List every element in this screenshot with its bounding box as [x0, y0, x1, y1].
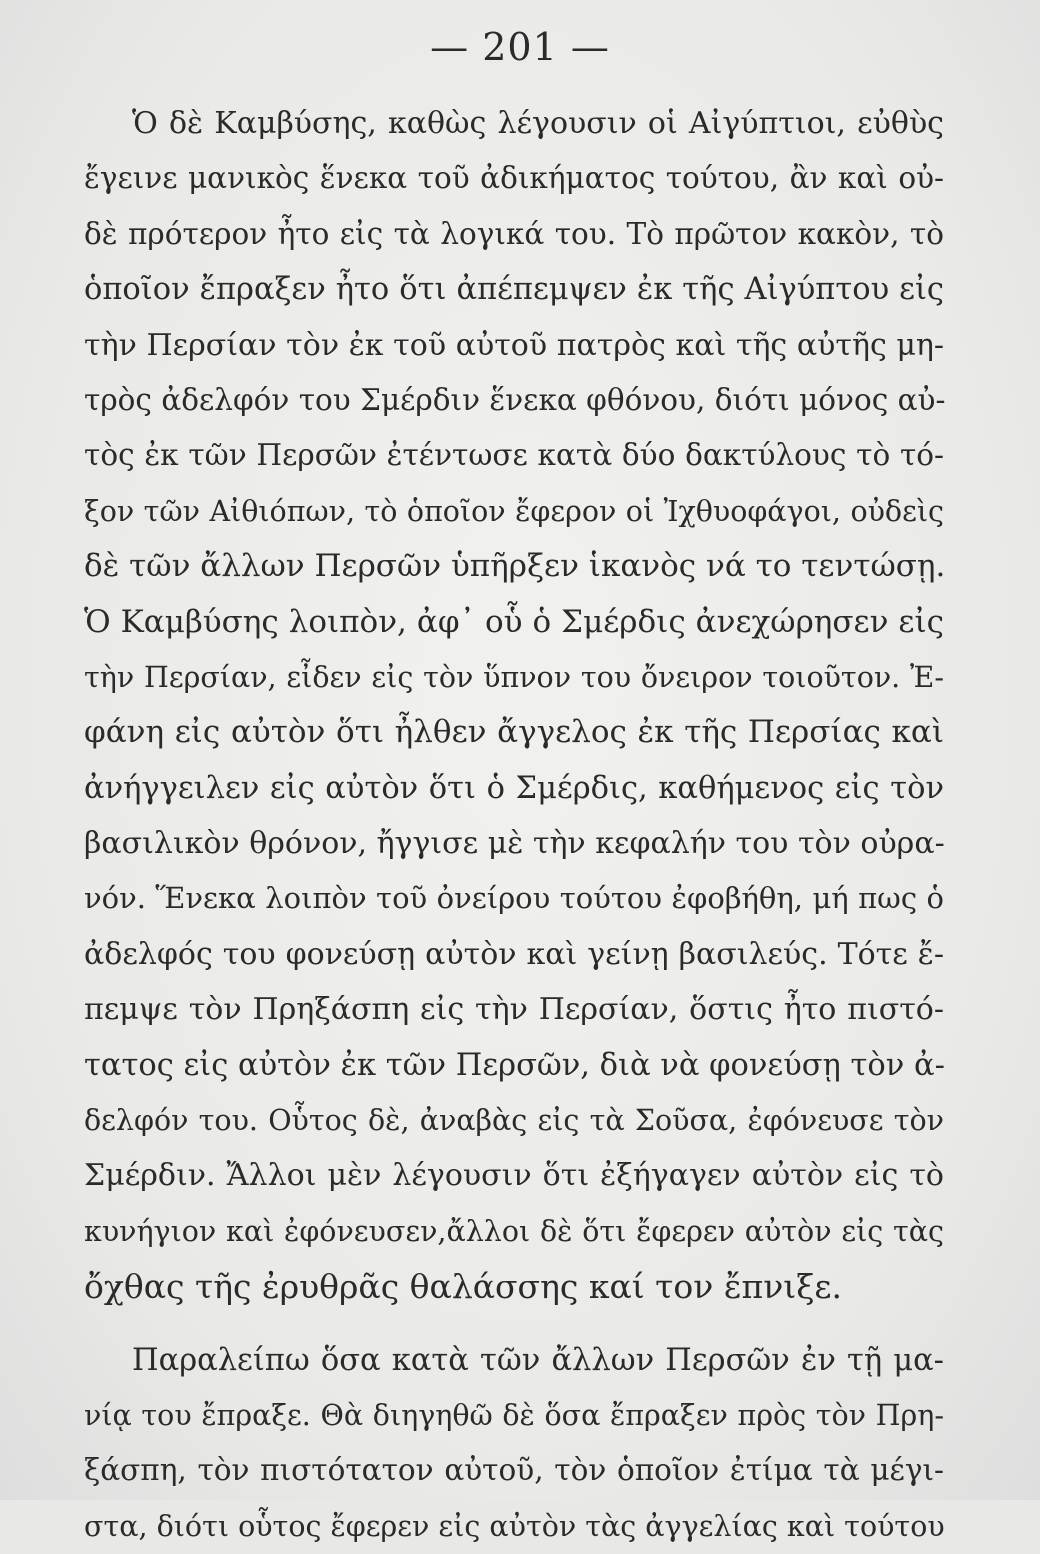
- text-line: ἀδελφός του φονεύσῃ αὐτὸν καὶ γείνῃ βασιλεύς. Τότε ἔ-: [84, 936, 944, 972]
- text-line: Σμέρδιν. Ἄλλοι μὲν λέγουσιν ὅτι ἐξήγαγεν αὐτὸν εἰς τὸ: [84, 1158, 944, 1194]
- text-line: ξάσπη, τὸν πιστότατον αὐτοῦ, τὸν ὁποῖον ἐτίμα τὰ μέγι-: [84, 1453, 944, 1488]
- text-line: κυνήγιον καὶ ἐφόνευσεν,ἄλλοι δὲ ὅτι ἔφερεν αὐτὸν εἰς τὰς: [84, 1214, 944, 1248]
- text-line: τρὸς ἀδελφόν του Σμέρδιν ἕνεκα φθόνου, διότι μόνος αὐ-: [84, 382, 946, 417]
- text-line: ὁποῖον ἔπραξεν ἦτο ὅτι ἀπέπεμψεν ἐκ τῆς Αἰγύπτου εἰς: [84, 272, 944, 308]
- text-line: δελφόν του. Οὗτος δὲ, ἀναβὰς εἰς τὰ Σοῦσα, ἐφόνευσε τὸν: [84, 1104, 944, 1138]
- text-line: τατος εἰς αὐτὸν ἐκ τῶν Περσῶν, διὰ νὰ φονεύσῃ τὸν ἀ-: [84, 1047, 945, 1083]
- text-line: πεμψε τὸν Πρηξάσπη εἰς τὴν Περσίαν, ὅστις ἦτο πιστό-: [84, 992, 944, 1028]
- body-text: [84, 96, 944, 1554]
- text-line: ἔγεινε μανικὸς ἕνεκα τοῦ ἀδικήματος τούτου, ἂν καὶ οὐ-: [84, 161, 944, 196]
- paragraph-1: [84, 96, 944, 1315]
- text-line: στα, διότι οὗτος ἔφερεν εἰς αὐτὸν τὰς ἀγγελίας καὶ τούτου: [84, 1509, 945, 1543]
- text-line: νίᾳ του ἔπραξε. Θὰ διηγηθῶ δὲ ὅσα ἔπραξεν πρὸς τὸν Πρη-: [84, 1398, 944, 1432]
- text-line: φάνη εἰς αὐτὸν ὅτι ἦλθεν ἄγγελος ἐκ τῆς Περσίας καὶ: [84, 714, 944, 751]
- text-line: τὴν Περσίαν, εἶδεν εἰς τὸν ὕπνον του ὄνειρον τοιοῦτον. Ἐ-: [84, 660, 944, 694]
- text-line: ξον τῶν Αἰθιόπων, τὸ ὁποῖον ἔφερον οἱ Ἰχθυοφάγοι, οὐδεὶς: [84, 494, 944, 528]
- paragraph-2: [84, 1333, 944, 1554]
- text-line: ἀνήγγειλεν εἰς αὐτὸν ὅτι ὁ Σμέρδις, καθήμενος εἰς τὸν: [84, 770, 944, 806]
- text-line: Ὁ Καμβύσης λοιπὸν, ἀφ᾽ οὗ ὁ Σμέρδις ἀνεχώρησεν εἰς: [84, 603, 944, 640]
- text-line: Παραλείπω ὅσα κατὰ τῶν ἄλλων Περσῶν ἐν τῇ μα-: [132, 1342, 944, 1378]
- page-number: — 201 —: [430, 25, 610, 69]
- text-line: τὸς ἐκ τῶν Περσῶν ἐτέντωσε κατὰ δύο δακτύλους τὸ τό-: [84, 438, 944, 473]
- text-line: βασιλικὸν θρόνον, ἤγγισε μὲ τὴν κεφαλήν του τὸν οὐρα-: [84, 826, 945, 862]
- text-line: δὲ τῶν ἄλλων Περσῶν ὑπῆρξεν ἱκανὸς νά το τεντώσῃ.: [84, 548, 946, 585]
- text-line: νόν. Ἕνεκα λοιπὸν τοῦ ὀνείρου τούτου ἐφοβήθη, μή πως ὁ: [84, 881, 944, 916]
- text-line: τὴν Περσίαν τὸν ἐκ τοῦ αὐτοῦ πατρὸς καὶ τῆς αὐτῆς μη-: [84, 327, 944, 363]
- paragraph-gap: [84, 1315, 944, 1333]
- text-line: Ὁ δὲ Καμβύσης, καθὼς λέγουσιν οἱ Αἰγύπτιοι, εὐθὺς: [132, 106, 944, 141]
- text-line: ὄχθας τῆς ἐρυθρᾶς θαλάσσης καί τον ἔπνιξε.: [84, 1267, 843, 1307]
- text-line: δὲ πρότερον ἦτο εἰς τὰ λογικά του. Τὸ πρῶτον κακὸν, τὸ: [84, 216, 944, 251]
